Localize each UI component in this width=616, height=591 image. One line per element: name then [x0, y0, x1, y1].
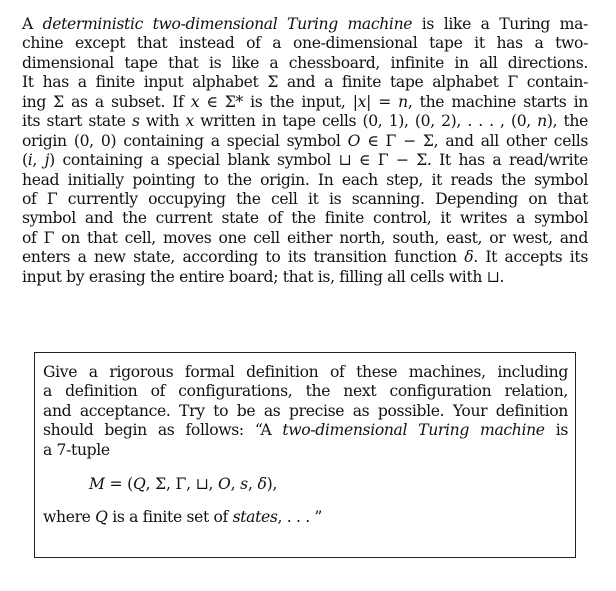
text-line: input by erasing the entire board; that is, filling all cells with ⊔. — [22, 267, 504, 286]
italic-term: Q — [133, 475, 146, 494]
text-line: enters a new state, according to its transition function δ. It accepts its — [22, 248, 589, 267]
italic-term: states — [232, 507, 278, 526]
tuple-formula: M = (Q, Σ, Γ, ⊔, O, s, δ), — [89, 475, 278, 494]
italic-term: x — [190, 92, 200, 111]
text-line: of Γ currently occupying the cell it is scanning. Depending on that — [22, 189, 588, 208]
italic-term: two-dimensional Turing machine — [282, 421, 545, 440]
italic-term: O — [347, 131, 361, 150]
italic-term: s — [131, 112, 140, 131]
exercise-line: Give a rigorous formal definition of these machines, including — [43, 363, 568, 381]
text-line: origin (0, 0) containing a special symbol O ∈ Γ − Σ, and all other cells — [22, 131, 588, 150]
text-line: A deterministic two-dimensional Turing machine is like a Turing ma- — [22, 15, 588, 33]
italic-term: O — [218, 475, 231, 494]
exercise-line: a definition of configurations, the next configuration relation, — [43, 382, 568, 401]
italic-term: M — [89, 475, 105, 494]
exercise-line: should begin as follows: “A two-dimensional Turing machine is — [43, 421, 568, 440]
exercise-box — [34, 352, 576, 558]
text-line: chine except that instead of a one-dimensional tape it has a two- — [22, 34, 588, 53]
exercise-closing-line: where Q is a finite set of states, . . . ” — [43, 507, 323, 526]
text-line: dimensional tape that is like a chessboard, infinite in all directions. — [22, 53, 588, 72]
italic-term: i — [27, 151, 33, 170]
text-line: head initially pointing to the origin. In each step, it reads the symbol — [22, 170, 588, 189]
italic-term: Q — [95, 507, 108, 526]
italic-term: n — [537, 112, 547, 131]
exercise-line: and acceptance. Try to be as precise as possible. Your definition — [43, 401, 568, 420]
text-line: its start state s with x written in tape cells (0, 1), (0, 2), . . . , (0, n), the — [22, 112, 589, 131]
text-line: of Γ on that cell, moves one cell either north, south, east, or west, and — [22, 228, 588, 247]
italic-term: n — [398, 92, 408, 111]
exercise-line: a 7-tuple — [43, 440, 110, 459]
italic-term: s — [240, 475, 248, 494]
text-line: It has a finite input alphabet Σ and a finite tape alphabet Γ contain- — [22, 73, 588, 92]
italic-term: δ — [257, 475, 267, 494]
text-line: (i, j) containing a special blank symbol ⊔ ∈ Γ − Σ. It has a read/write — [22, 151, 588, 170]
text-line: symbol and the current state of the finite control, it writes a symbol — [22, 209, 588, 228]
exercise-text — [43, 363, 568, 527]
italic-term: deterministic two-dimensional Turing machine — [42, 15, 413, 33]
italic-term: j — [44, 151, 50, 170]
italic-term: x — [357, 92, 367, 111]
text-line: ing Σ as a subset. If x ∈ Σ* is the input, |x| = n, the machine starts in — [22, 92, 588, 111]
intro-paragraph — [22, 15, 588, 287]
italic-term: x — [185, 112, 194, 131]
italic-term: δ — [464, 248, 474, 267]
